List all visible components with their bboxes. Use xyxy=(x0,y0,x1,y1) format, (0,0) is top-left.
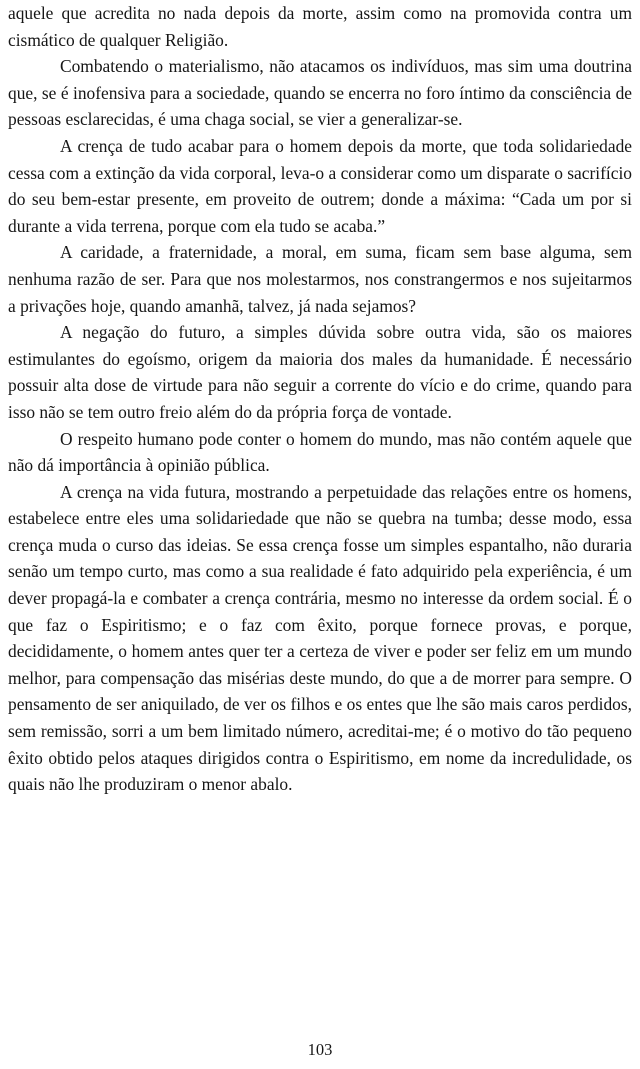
paragraph-negacao-futuro: A negação do futuro, a simples dúvida sobre outra vida, são os maiores estimulantes do egoísmo, origem da maioria dos males da humanidade. É necessário possuir alta dose de virtude para não seguir a corrente do vício e do crime, quando para isso não se tem outro freio além do da própria força de vontade. xyxy=(8,322,632,422)
paragraph-caridade: A caridade, a fraternidade, a moral, em suma, ficam sem base alguma, sem nenhuma razão de ser. Para que nos molestarmos, nos constrangermos e nos sujeitarmos a privações hoje, quando amanhã, talvez, já nada sejamos? xyxy=(8,242,632,316)
paragraph-vida-futura: A crença na vida futura, mostrando a perpetuidade das relações entre os homens, estabelece entre eles uma solidariedade que não se quebra na tumba; desse modo, essa crença muda o curso das ideias. Se essa crença fosse um simples espantalho, não duraria senão um tempo curto, mas como a sua realidade é fato adquirido pela experiência, é um dever propagá-la e combater a crença contrária, mesmo no interesse da ordem social. É o que faz o Espiritismo; e o faz com êxito, porque fornece provas, e porque, decididamente, o homem antes quer ter a certeza de viver e poder ser feliz em um mundo melhor, para compensação das misérias deste mundo, do que a de morrer para sempre. O pensamento de ser aniquilado, de ver os filhos e os entes que lhe são mais caros perdidos, sem remissão, sorri a um bem limitado número, acreditai-me; é o motivo do tão pequeno êxito obtido pelos ataques dirigidos contra o Espiritismo, em nome da incredulidade, os quais não lhe produziram o menor abalo. xyxy=(8,481,632,795)
paragraph-materialismo: Combatendo o materialismo, não atacamos os indivíduos, mas sim uma doutrina que, se é inofensiva para a sociedade, quando se encerra no foro íntimo da consciência de pessoas esclarecidas, é uma chaga social, se vier a generalizar-se. xyxy=(8,56,632,130)
page-body xyxy=(8,0,632,798)
paragraph-respeito-humano: O respeito humano pode conter o homem do mundo, mas não contém aquele que não dá importância à opinião pública. xyxy=(8,428,632,476)
page-number: 103 xyxy=(307,1040,333,1059)
paragraph-crenca-acabar: A crença de tudo acabar para o homem depois da morte, que toda solidariedade cessa com a extinção da vida corporal, leva-o a considerar como um disparate o sacrifício do seu bem-estar presente, em proveito de outrem; donde a máxima: “Cada um por si durante a vida terrena, porque com ela tudo se acaba.” xyxy=(8,135,632,236)
paragraph-continuation: aquele que acredita no nada depois da morte, assim como na promovida contra um cismático de qualquer Religião. xyxy=(8,3,632,50)
